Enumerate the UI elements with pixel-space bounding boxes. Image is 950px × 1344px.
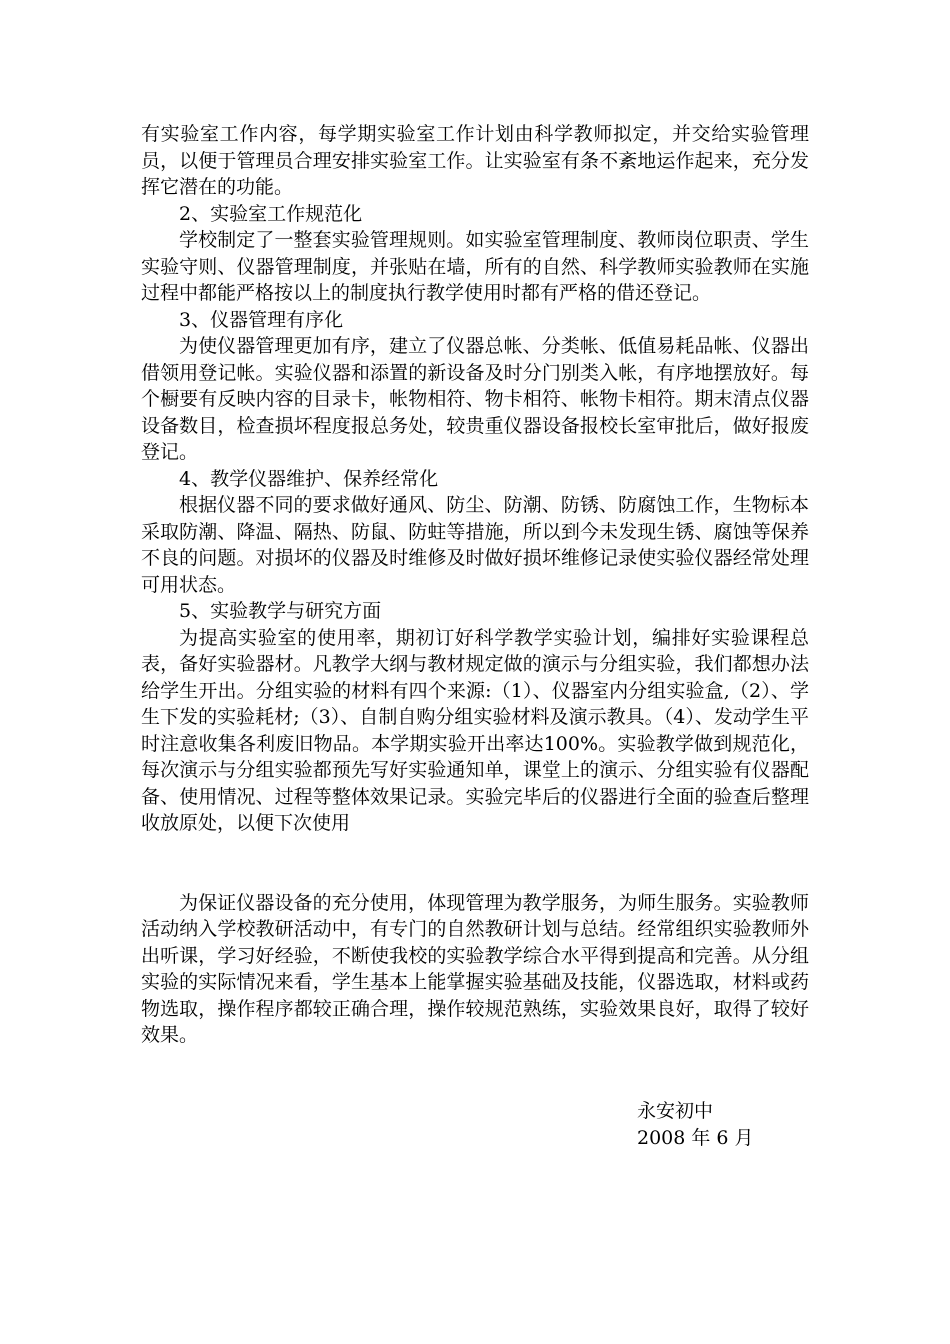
- intro-paragraph: 有实验室工作内容，每学期实验室工作计划由科学教师拟定，并交给实验管理员，以便于管理员合理安排实验室工作。让实验室有条不紊地运作起来，充分发挥它潜在的功能。: [141, 123, 809, 198]
- signature-organization: 永安初中: [637, 1100, 714, 1122]
- signature-date: 2008 年 6 月: [637, 1126, 754, 1149]
- section-heading-3: 3、仪器管理有序化: [179, 308, 344, 331]
- section-body-2: 学校制定了一整套实验管理规则。如实验室管理制度、教师岗位职责、学生实验守则、仪器管理制度，并张贴在墙，所有的自然、科学教师实验教师在实施过程中都能严格按以上的制度执行教学使用时都有严格的借还登记。: [141, 229, 809, 304]
- section-heading-2: 2、实验室工作规范化: [179, 202, 363, 225]
- section-heading-4: 4、教学仪器维护、保养经常化: [179, 467, 439, 490]
- section-body-4: 根据仪器不同的要求做好通风、防尘、防潮、防锈、防腐蚀工作，生物标本采取防潮、降温、隔热、防鼠、防蛀等措施，所以到今未发现生锈、腐蚀等保养不良的问题。对损坏的仪器及时维修及时做好损坏维修记录使实验仪器经常处理可用状态。: [141, 494, 809, 596]
- blank-line: [141, 837, 809, 890]
- signature-block: [637, 1098, 754, 1151]
- section-body-5: 为提高实验室的使用率，期初订好科学教学实验计划，编排好实验课程总表，备好实验器材。凡教学大纲与教材规定做的演示与分组实验，我们都想办法给学生开出。分组实验的材料有四个来源:（1）、仪器室内分组实验盒,（2）、学生下发的实验耗材;（3）、自制自购分组实验材料及演示教具。（4）、发动学生平时注意收集各利废旧物品。本学期实验开出率达100%。实验教学做到规范化，每次演示与分组实验都预先写好实验通知单，课堂上的演示、分组实验有仪器配备、使用情况、过程等整体效果记录。实验完毕后的仪器进行全面的验查后整理收放原处，以便下次使用: [141, 626, 809, 834]
- section-heading-5: 5、实验教学与研究方面: [179, 600, 382, 622]
- document-body: [141, 121, 809, 1049]
- section-body-3: 为使仪器管理更加有序，建立了仪器总帐、分类帐、低值易耗品帐、仪器出借领用登记帐。实验仪器和添置的新设备及时分门别类入帐，有序地摆放好。每个橱要有反映内容的目录卡，帐物相符、物卡相符、帐物卡相符。期末清点仪器设备数目，检查损坏程度报总务处，较贵重仪器设备报校长室审批后，做好报废登记。: [141, 335, 809, 463]
- closing-paragraph: 为保证仪器设备的充分使用，体现管理为教学服务，为师生服务。实验教师活动纳入学校教研活动中，有专门的自然教研计划与总结。经常组织实验教师外出听课，学习好经验，不断使我校的实验教学综合水平得到提高和完善。从分组实验的实际情况来看，学生基本上能掌握实验基础及技能，仪器选取，材料或药物选取，操作程序都较正确合理，操作较规范熟练，实验效果良好，取得了较好效果。: [141, 891, 809, 1046]
